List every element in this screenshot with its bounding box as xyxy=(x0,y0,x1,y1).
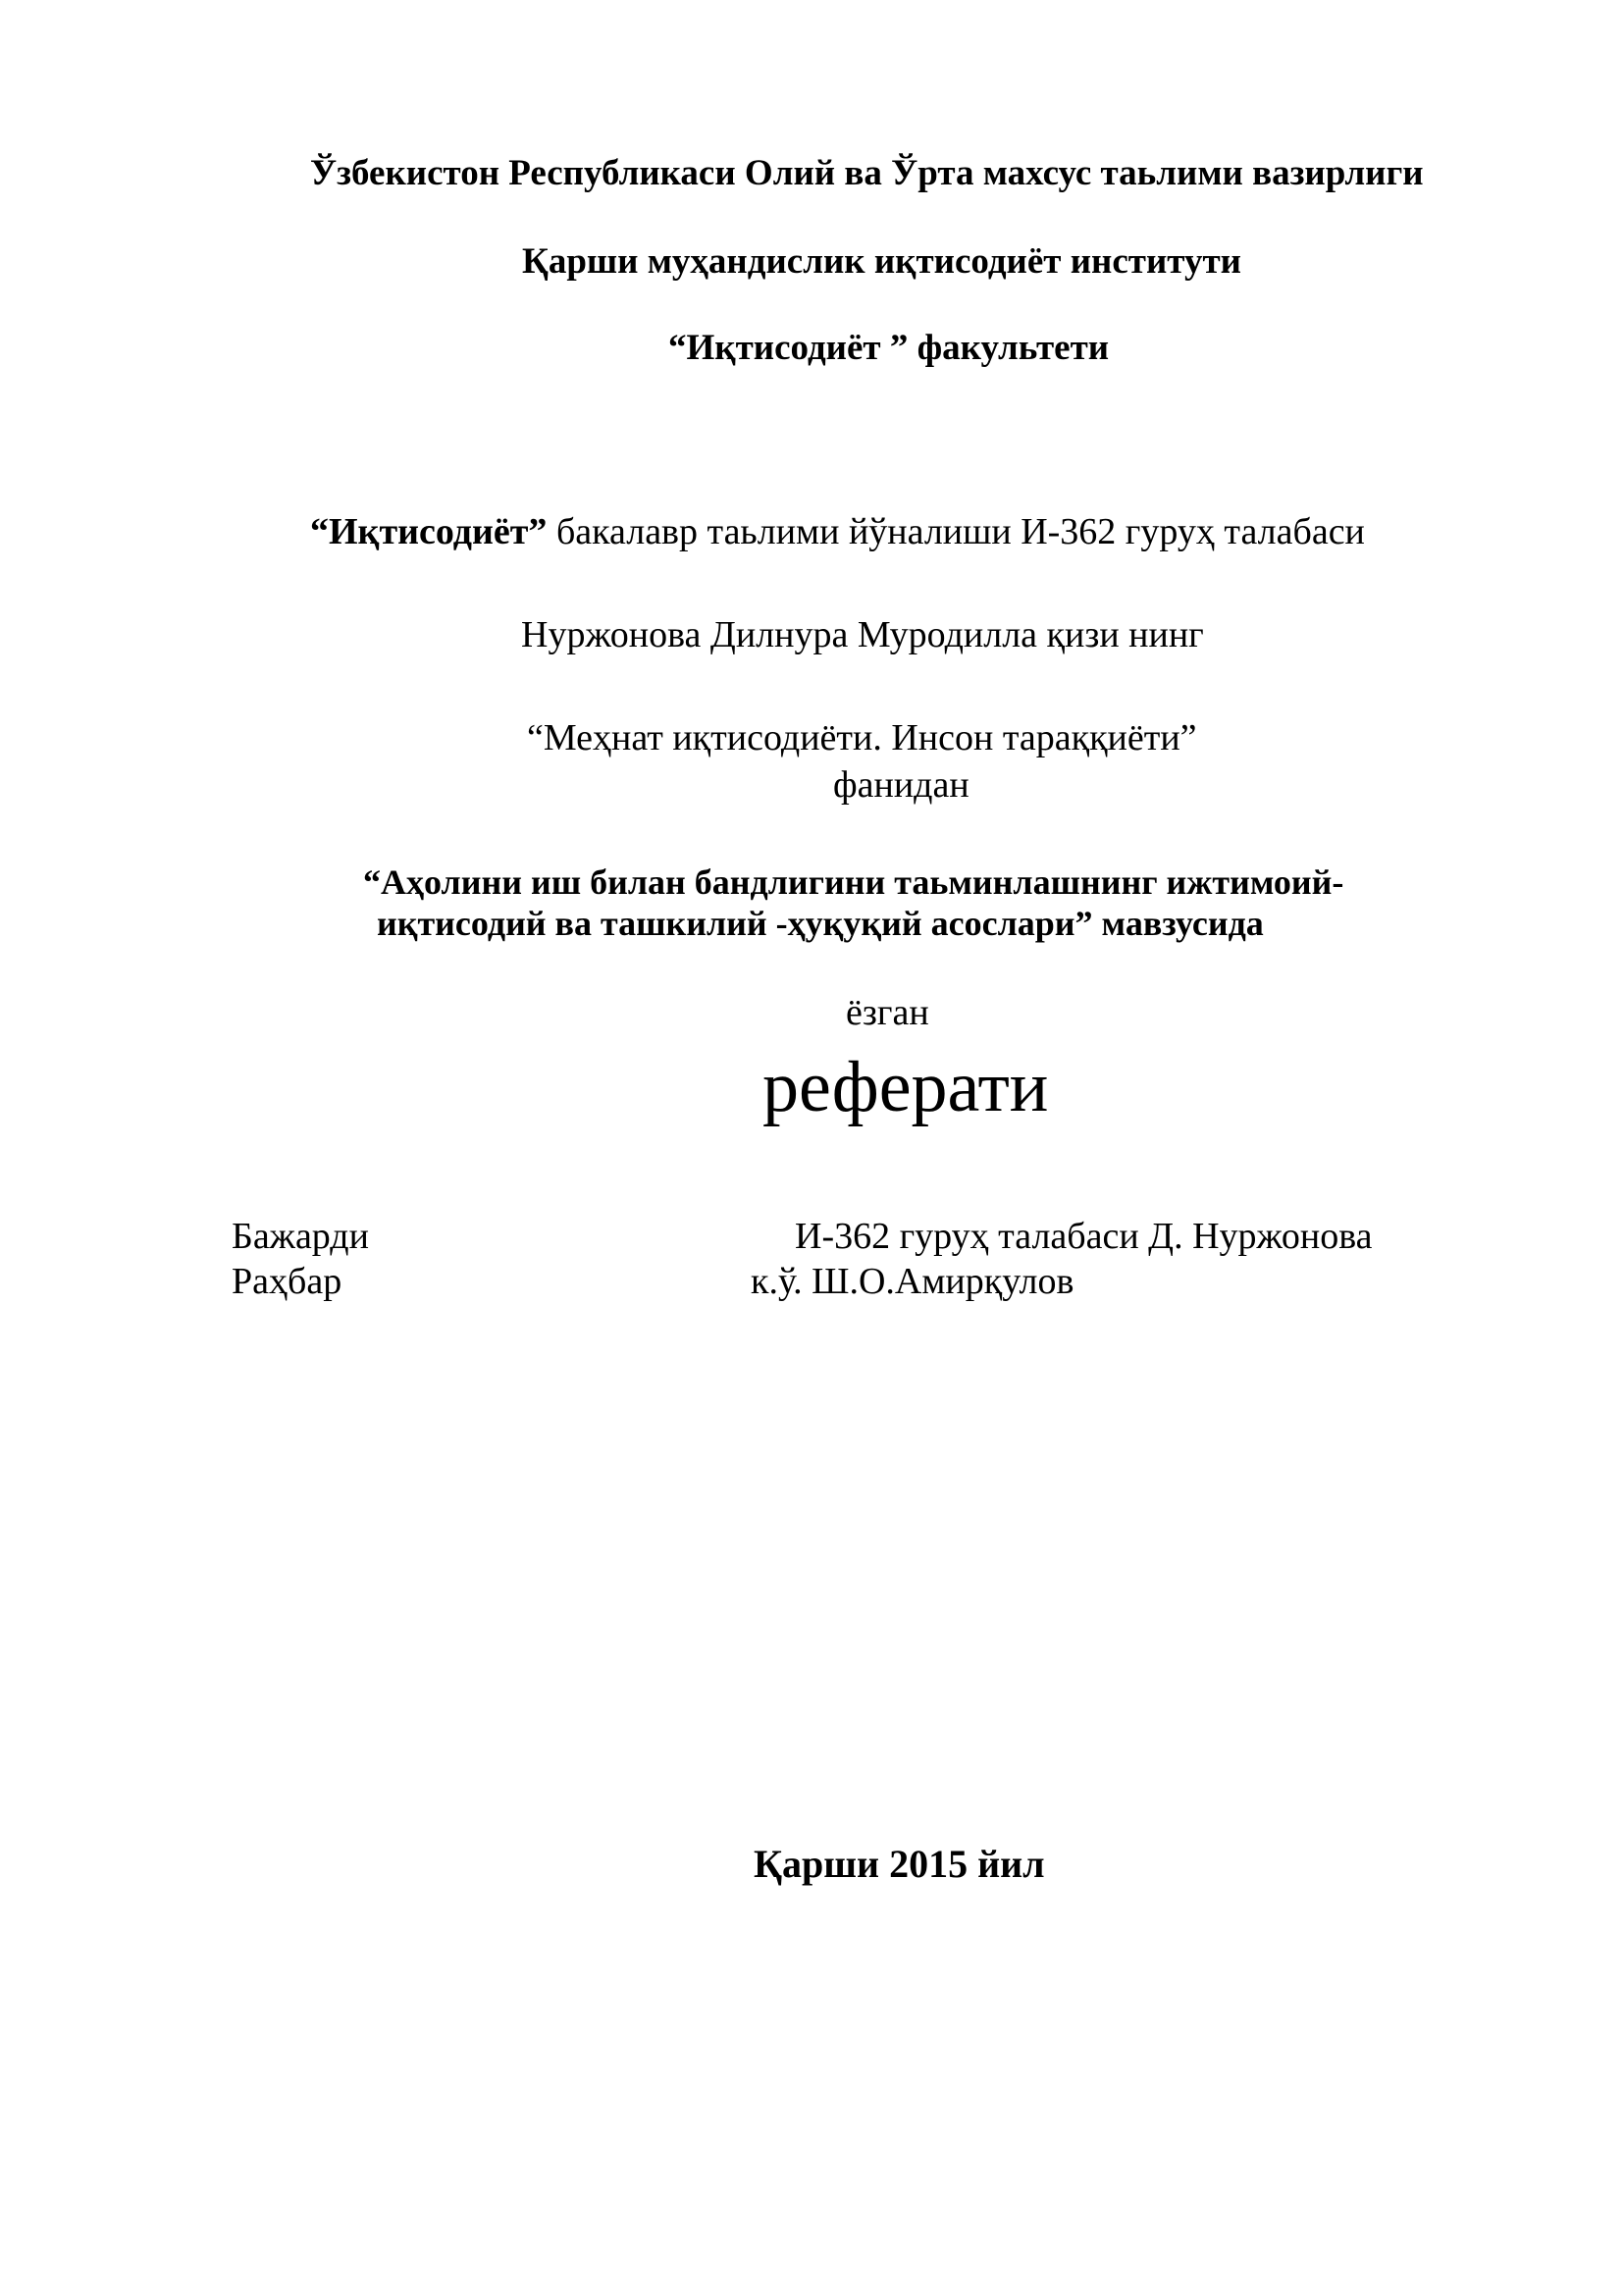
supervisor-value: к.ў. Ш.О.Амирқулов xyxy=(751,1261,1074,1302)
student-name: Нуржонова Дилнура Муродилла қизи нинг xyxy=(521,614,1204,655)
subject-title: “Меҳнат иқтисодиёти. Инсон тараққиёти” xyxy=(527,717,1197,758)
institute-title: Қарши муҳандислик иқтисодиёт институти xyxy=(522,241,1241,282)
direction-line xyxy=(310,510,1365,553)
topic-line-1: “Аҳолини иш билан бандлигини таьминлашнинг ижтимоий- xyxy=(363,862,1344,902)
executor-value: И-362 гуруҳ талабаси Д. Нуржонова xyxy=(795,1216,1373,1257)
supervisor-label: Раҳбар xyxy=(232,1261,342,1302)
written-label: ёзган xyxy=(846,992,929,1033)
subject-suffix: фанидан xyxy=(833,764,969,806)
city-year: Қарши 2015 йил xyxy=(754,1842,1045,1886)
topic-line-2: иқтисодий ва ташкилий -ҳуқуқий асослари” мавзусида xyxy=(377,904,1264,943)
direction-details: бакалавр таьлими йўналиши И-362 гуруҳ талабаси xyxy=(547,511,1365,552)
direction-name: “Иқтисодиёт” xyxy=(310,511,548,552)
work-type-title: реферати xyxy=(762,1047,1049,1127)
ministry-title: Ўзбекистон Республикаси Олий ва Ўрта махсус таьлими вазирлиги xyxy=(310,153,1424,193)
executor-label: Бажарди xyxy=(232,1216,369,1257)
faculty-title: “Иқтисодиёт ” факультети xyxy=(668,328,1110,368)
